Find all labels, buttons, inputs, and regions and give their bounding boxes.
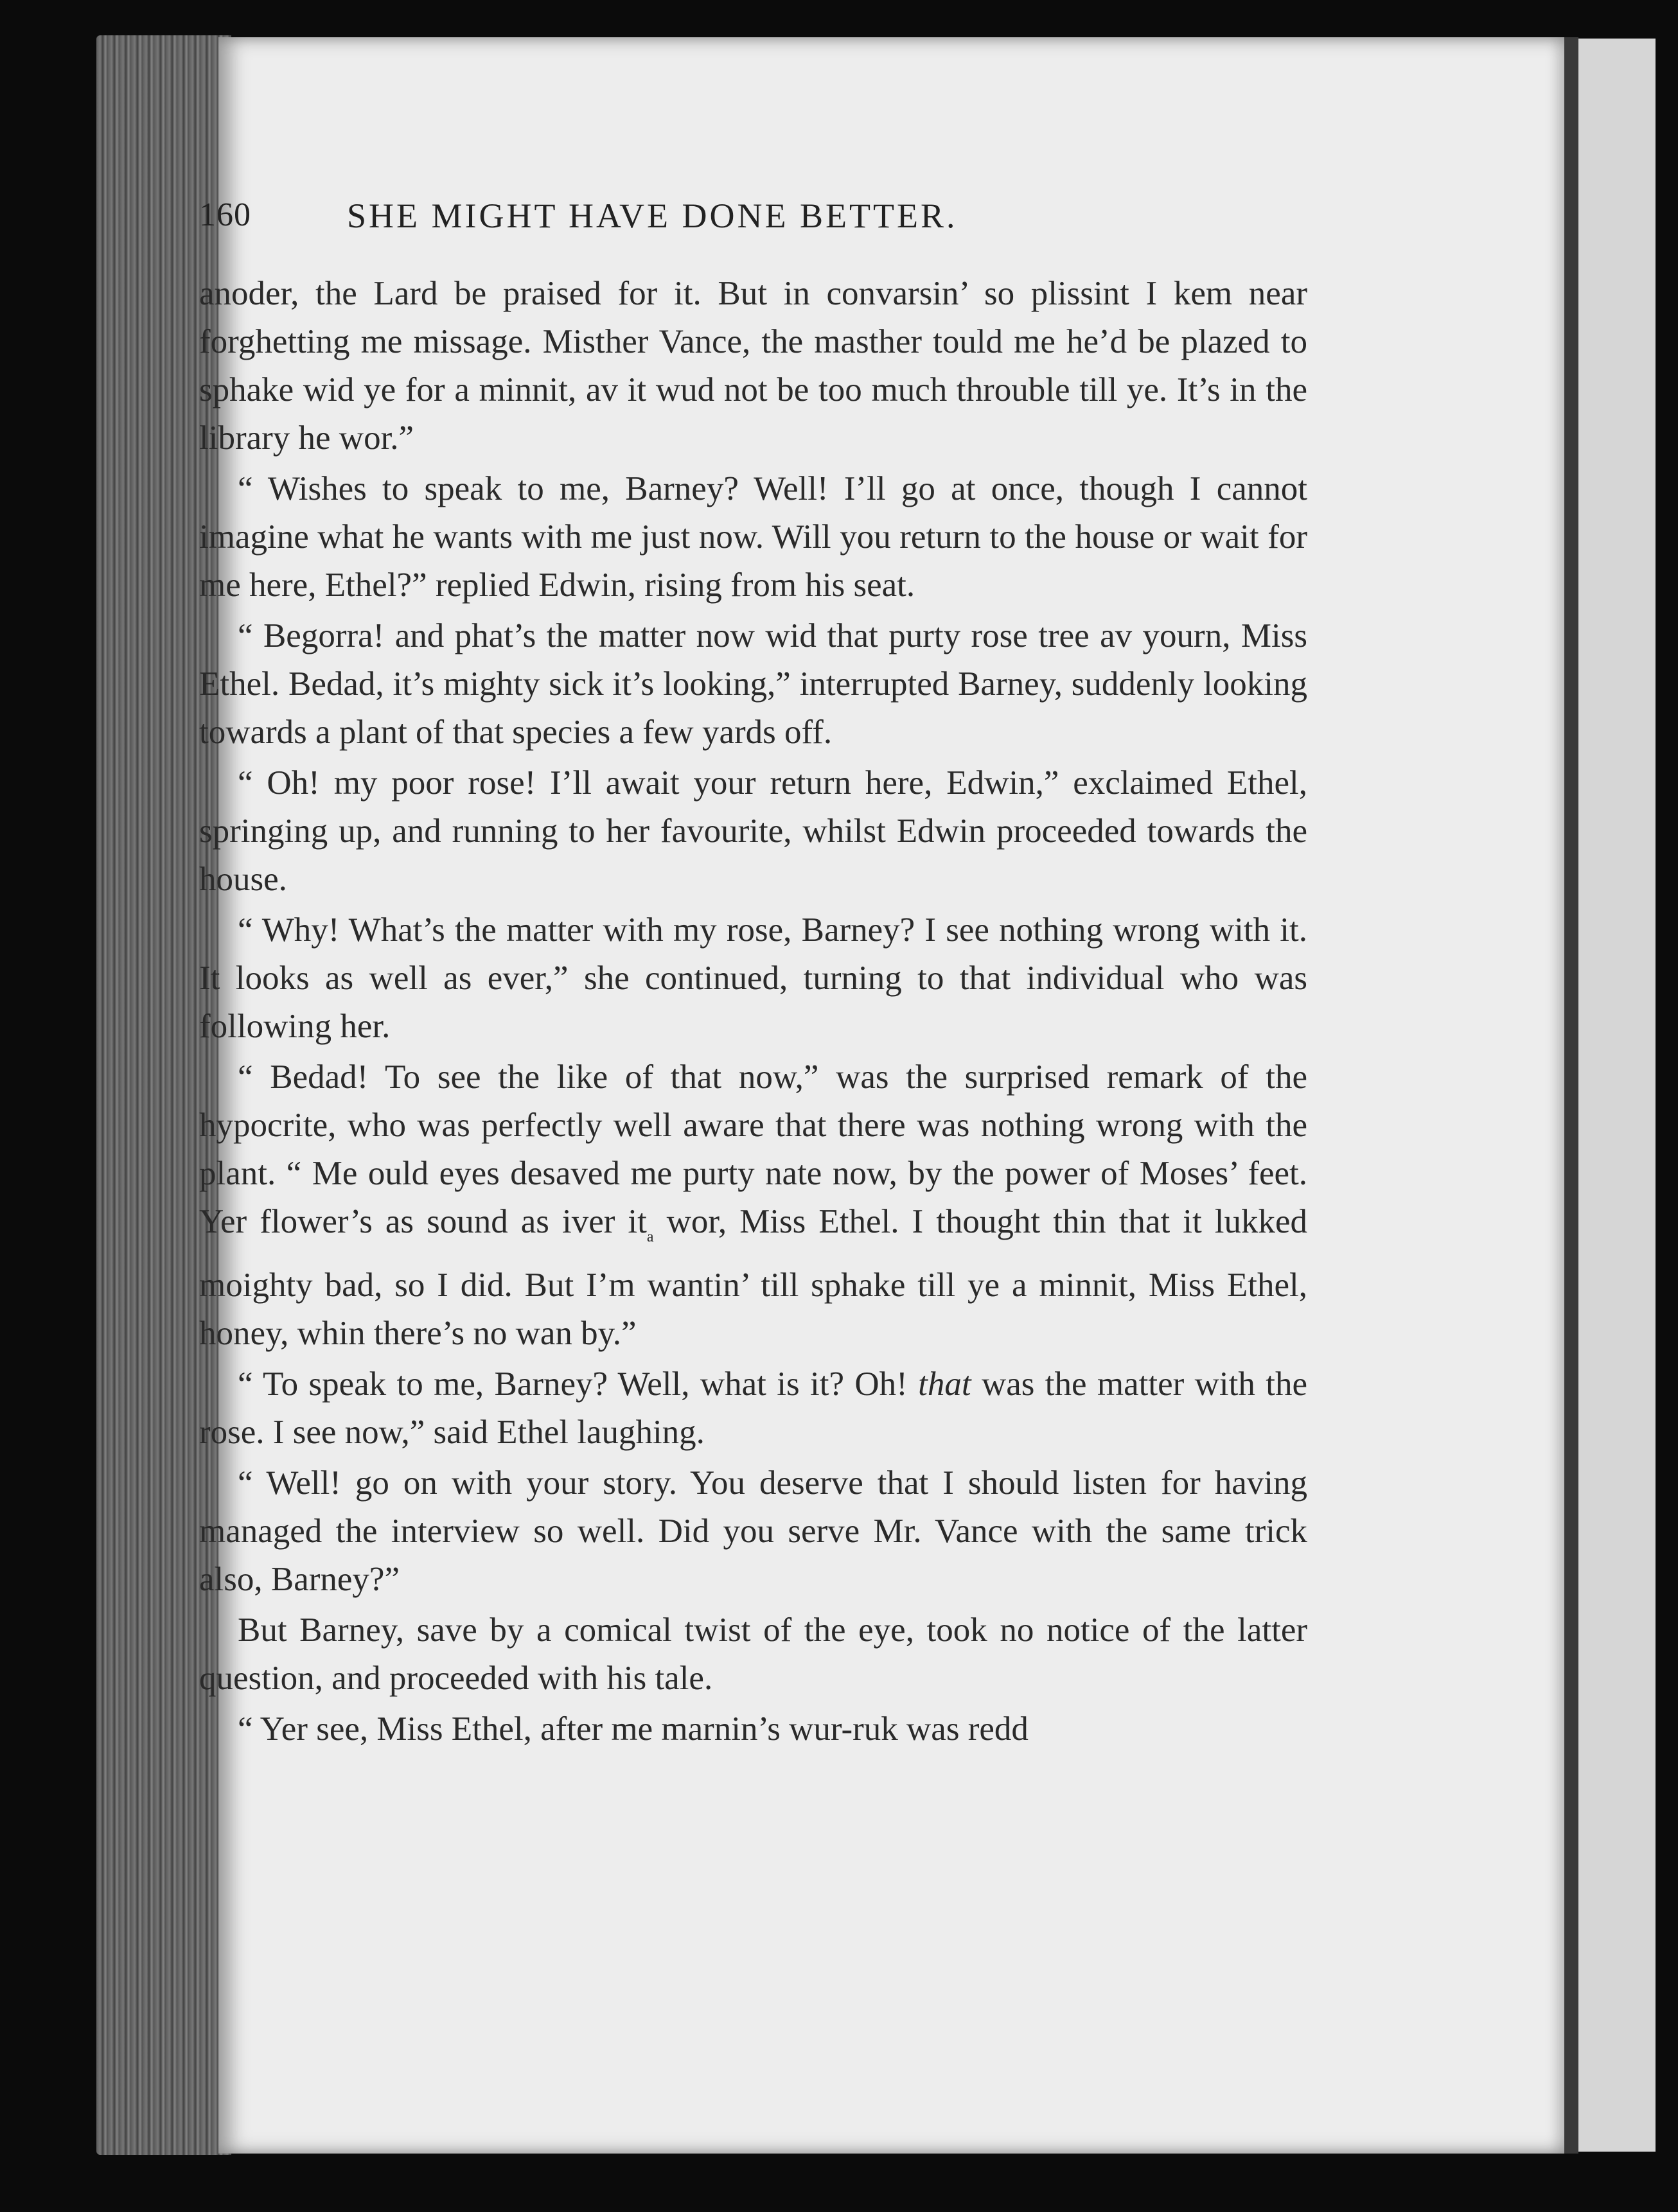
insertion-caret: a <box>646 1229 654 1245</box>
page-number: 160 <box>199 197 251 233</box>
paragraph-text: was the matter with the rose. I see now,” said Ethel laughing. <box>199 1365 1307 1451</box>
paragraph-text: “ Bedad! To see the like of that now,” was the surprised remark of the hypocrite, who was perfectly well aware that there was nothing wrong with the plant. “ Me ould eyes desaved me purty nate now, by the power of Moses’ feet. Yer flower’s as sound as iver it <box>199 1058 1307 1240</box>
paragraph: But Barney, save by a comical twist of the eye, took no notice of the latter question, and proceeded with his tale. <box>199 1611 1307 1697</box>
paragraph: “ Why! What’s the matter with my rose, Barney? I see nothing wrong with it. It looks as well as ever,” she continued, turning to that individual who was following her. <box>199 911 1307 1045</box>
paragraph: “ Begorra! and phat’s the matter now wid that purty rose tree av yourn, Miss Ethel. Bedad, it’s mighty sick it’s looking,” interrupted Barney, suddenly looking towards a plant of that species a few yards off. <box>199 617 1307 751</box>
paragraph-text: “ To speak to me, Barney? Well, what is it? Oh! <box>238 1365 919 1403</box>
running-head <box>199 196 1304 254</box>
italic-word: that <box>918 1365 971 1403</box>
gutter-shadow <box>1564 37 1578 2154</box>
paragraph-text: wor, Miss Ethel. I thought thin that it lukked moighty bad, so I did. But I’m wantin’ till sphake till ye a minnit, Miss Ethel, honey, whin there’s no wan by.” <box>199 1203 1307 1352</box>
paragraph: anoder, the Lard be praised for it. But in convarsin’ so plissint I kem near forghetting me missage. Misther Vance, the masther tould me he’d be plazed to sphake wid ye for a minnit, av it wud not be too much throuble till ye. It’s in the library he wor.” <box>199 275 1307 457</box>
paragraph: “ Yer see, Miss Ethel, after me marnin’s wur-ruk was redd <box>238 1710 1029 1748</box>
paragraph: “ Oh! my poor rose! I’ll await your return here, Edwin,” exclaimed Ethel, springing up, and running to her favourite, whilst Edwin proceeded towards the house. <box>199 764 1307 898</box>
paragraph <box>199 1360 1307 1457</box>
body-text <box>199 270 1307 1756</box>
paragraph: “ Wishes to speak to me, Barney? Well! I’ll go at once, though I cannot imagine what he wants with me just now. Will you return to the house or wait for me here, Ethel?” replied Edwin, rising from his seat. <box>199 470 1307 604</box>
facing-page-edge <box>1578 39 1656 2152</box>
running-head-title: SHE MIGHT HAVE DONE BETTER. <box>347 197 958 235</box>
paragraph <box>199 1053 1307 1358</box>
paragraph: “ Well! go on with your story. You deserve that I should listen for having managed the interview so well. Did you serve Mr. Vance with the same trick also, Barney?” <box>199 1464 1307 1598</box>
